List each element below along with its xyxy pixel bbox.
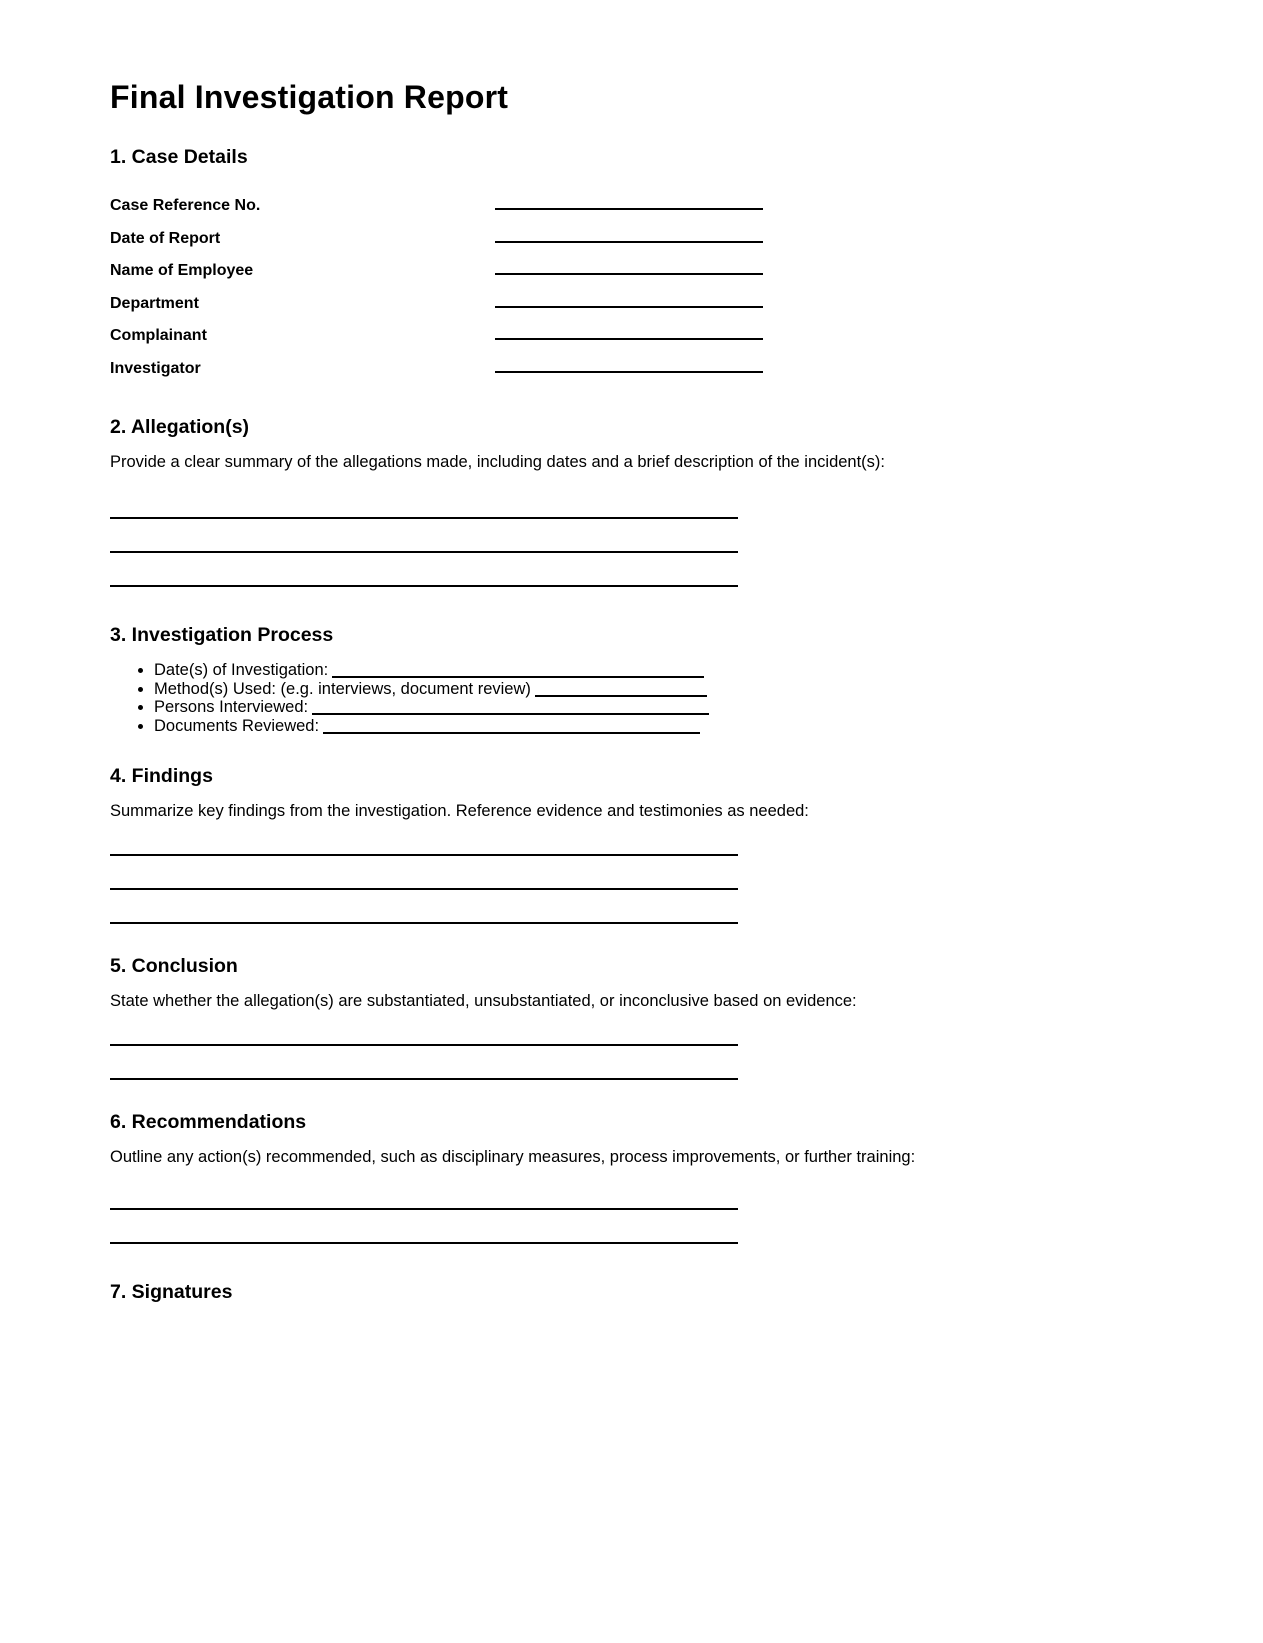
field-line-case-reference-no[interactable]: [495, 190, 763, 210]
recommendations-writing-line-1[interactable]: [110, 1176, 738, 1210]
conclusion-instructions: State whether the allegation(s) are substantiated, unsubstantiated, or inconclusive based on evidence:: [110, 992, 857, 1010]
conclusion-writing-area: [110, 1012, 1153, 1080]
recommendations-instructions: Outline any action(s) recommended, such as disciplinary measures, process improvements, or further training:: [110, 1148, 916, 1166]
allegations-writing-area: [110, 485, 1153, 587]
findings-instructions: Summarize key findings from the investigation. Reference evidence and testimonies as needed:: [110, 802, 809, 820]
section-heading-conclusion: 5. Conclusion: [110, 955, 238, 977]
section-findings: [110, 764, 1153, 924]
field-row-case-reference-no: [110, 190, 1153, 223]
findings-writing-line-1[interactable]: [110, 822, 738, 856]
blank-documents-reviewed[interactable]: [323, 720, 700, 734]
section-signatures: [110, 1280, 1153, 1304]
field-row-date-of-report: [110, 223, 1153, 256]
field-label-complainant: Complainant: [110, 327, 207, 344]
field-row-name-of-employee: [110, 255, 1153, 288]
field-row-investigator: [110, 353, 1153, 386]
bullet-label-persons-interviewed: Persons Interviewed:: [154, 698, 309, 716]
conclusion-writing-line-2[interactable]: [110, 1046, 738, 1080]
conclusion-writing-line-1[interactable]: [110, 1012, 738, 1046]
bullet-persons-interviewed: [154, 698, 1153, 717]
case-details-fields: [110, 190, 1153, 385]
field-label-investigator: Investigator: [110, 359, 201, 377]
section-allegations: [110, 415, 1153, 587]
allegations-writing-line-3[interactable]: [110, 553, 738, 587]
section-heading-case-details: 1. Case Details: [110, 146, 248, 168]
field-label-department: Department: [110, 294, 199, 312]
section-heading-signatures: 7. Signatures: [110, 1281, 233, 1303]
allegations-writing-line-2[interactable]: [110, 519, 738, 553]
field-line-investigator[interactable]: [495, 353, 763, 373]
field-row-department: [110, 288, 1153, 321]
field-label-case-reference-no: Case Reference No.: [110, 197, 261, 214]
section-heading-recommendations: 6. Recommendations: [110, 1111, 307, 1133]
document-title: Final Investigation Report: [110, 79, 509, 115]
bullet-methods-used: [154, 680, 1153, 699]
section-conclusion: [110, 954, 1153, 1080]
blank-dates-of-investigation[interactable]: [332, 664, 704, 678]
field-label-date-of-report: Date of Report: [110, 229, 221, 247]
findings-writing-line-2[interactable]: [110, 856, 738, 890]
field-line-name-of-employee[interactable]: [495, 255, 763, 275]
section-case-details: [110, 145, 1153, 385]
blank-methods-used[interactable]: [535, 683, 707, 697]
section-heading-investigation-process: 3. Investigation Process: [110, 624, 334, 646]
bullet-label-methods-used: Method(s) Used: (e.g. interviews, document review): [154, 679, 531, 698]
bullet-label-dates-of-investigation: Date(s) of Investigation:: [154, 661, 329, 679]
bullet-dates-of-investigation: [154, 661, 1153, 680]
findings-writing-area: [110, 822, 1153, 924]
recommendations-writing-area: [110, 1176, 1153, 1244]
allegations-instructions: Provide a clear summary of the allegations made, including dates and a brief description of the incident(s):: [110, 453, 886, 471]
bullet-label-documents-reviewed: Documents Reviewed:: [154, 716, 320, 735]
section-heading-findings: 4. Findings: [110, 765, 213, 787]
allegations-writing-line-1[interactable]: [110, 485, 738, 519]
blank-persons-interviewed[interactable]: [312, 701, 709, 715]
field-row-complainant: [110, 320, 1153, 353]
findings-writing-line-3[interactable]: [110, 890, 738, 924]
field-line-date-of-report[interactable]: [495, 223, 763, 243]
section-recommendations: [110, 1110, 1153, 1244]
bullet-documents-reviewed: [154, 717, 1153, 736]
field-label-name-of-employee: Name of Employee: [110, 262, 254, 279]
section-heading-allegations: 2. Allegation(s): [110, 416, 250, 438]
field-line-department[interactable]: [495, 288, 763, 308]
field-line-complainant[interactable]: [495, 320, 763, 340]
recommendations-writing-line-2[interactable]: [110, 1210, 738, 1244]
section-investigation-process: [110, 623, 1153, 735]
investigation-process-list: [110, 661, 1153, 735]
